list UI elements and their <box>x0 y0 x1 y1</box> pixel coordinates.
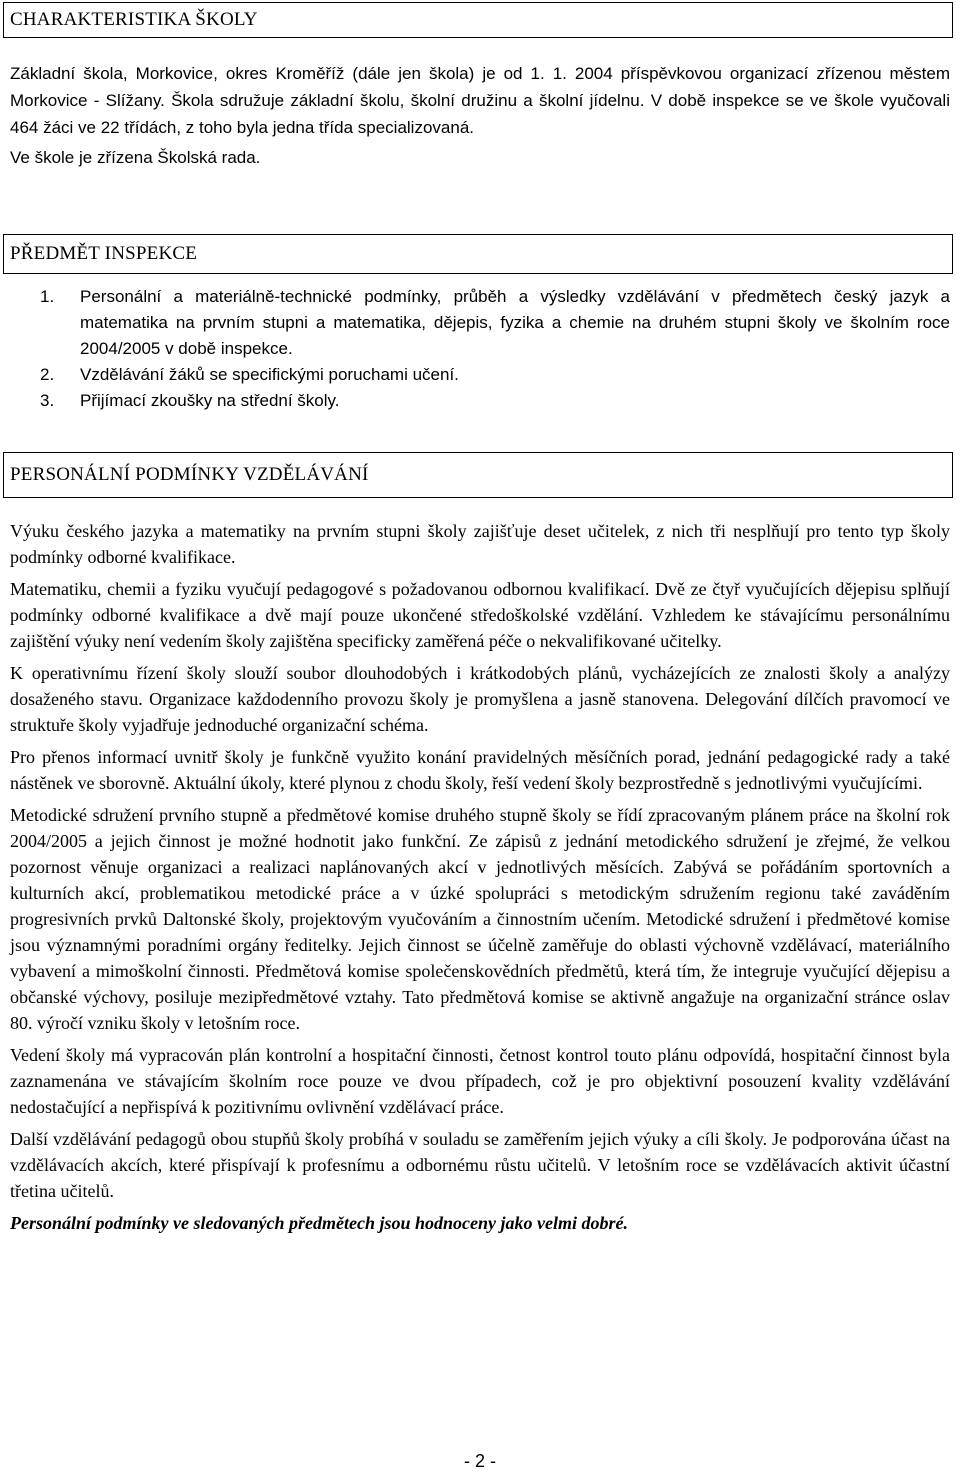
staff-paragraph-7: Další vzdělávání pedagogů obou stupňů školy probíhá v souladu se zaměřením jejich výuky a cíli školy. Je podporována účast na vzdělávacích akcích, které přispívají k profesnímu a odbornému růstu učitelů. V letošním roce se vzdělávacích aktivit účastní třetina učitelů. <box>10 1129 950 1201</box>
page-number: - 2 - <box>463 1451 496 1471</box>
list-item-number: 1. <box>40 287 55 306</box>
school-paragraph-1: Základní škola, Morkovice, okres Kroměříž (dále jen škola) je od 1. 1. 2004 příspěvkovou organizací zřízenou městem Morkovice - Slížany. Škola sdružuje základní školu, školní družinu a školní jídelnu. V době inspekce se ve škole vyučovali 464 žáci ve 22 třídách, z toho byla jedna třída specializovaná. <box>10 64 950 137</box>
section-heading-school: CHARAKTERISTIKA ŠKOLY <box>3 2 953 38</box>
staff-paragraph-1: Výuku českého jazyka a matematiky na prvním stupni školy zajišťuje deset učitelek, z nich tři nesplňují pro tento typ školy podmínky odborné kvalifikace. <box>10 521 950 567</box>
school-characteristics-section <box>10 60 950 171</box>
section-heading-subject: PŘEDMĚT INSPEKCE <box>3 234 953 274</box>
list-item <box>10 362 950 388</box>
list-item <box>10 284 950 362</box>
list-item <box>10 388 950 414</box>
staff-conclusion: Personální podmínky ve sledovaných předmětech jsou hodnoceny jako velmi dobré. <box>10 1213 628 1233</box>
staff-paragraph-3: K operativnímu řízení školy slouží soubor dlouhodobých i krátkodobých plánů, vycházejících ze znalosti školy a analýzy dosaženého stavu. Organizace každodenního provozu školy je promyšlena a jasně stanovena. Delegování dílčích pravomocí ve struktuře školy vyjadřuje jednoduché organizační schéma. <box>10 663 950 735</box>
staff-conditions-section <box>10 518 950 1236</box>
list-item-text: Personální a materiálně-technické podmínky, průběh a výsledky vzdělávání v předmětech český jazyk a matematika na prvním stupni a matematika, dějepis, fyzika a chemie na druhém stupni školy ve školním roce 2004/2005 v době inspekce. <box>80 287 950 358</box>
school-paragraph-2: Ve škole je zřízena Školská rada. <box>10 148 261 167</box>
list-item-number: 3. <box>40 391 55 410</box>
inspection-subject-list <box>10 284 950 414</box>
staff-paragraph-2: Matematiku, chemii a fyziku vyučují pedagogové s požadovanou odbornou kvalifikací. Dvě ze čtyř vyučujících dějepisu splňují podmínky odborné kvalifikace a dvě mají pouze ukončené středoškolské vzdělání. Vzhledem ke stávajícímu personálnímu zajištění výuky není vedením školy zajištěna specificky zaměřená péče o nekvalifikované učitelky. <box>10 579 950 651</box>
list-item-text: Přijímací zkoušky na střední školy. <box>80 391 340 410</box>
list-item-text: Vzdělávání žáků se specifickými poruchami učení. <box>80 365 459 384</box>
staff-paragraph-4: Pro přenos informací uvnitř školy je funkčně využito konání pravidelných měsíčních porad, jednání pedagogické rady a také nástěnek ve sborovně. Aktuální úkoly, které plynou z chodu školy, řeší vedení školy bezprostředně s jednotlivými vyučujícími. <box>10 747 950 793</box>
staff-paragraph-6: Vedení školy má vypracován plán kontrolní a hospitační činnosti, četnost kontrol touto plánu odpovídá, hospitační činnost byla zaznamenána ve stávajícím školním roce pouze ve dvou případech, což je pro objektivní posouzení kvality vzdělávání nedostačující a nepřispívá k pozitivnímu ovlivnění vzdělávací práce. <box>10 1045 950 1117</box>
list-item-number: 2. <box>40 365 55 384</box>
staff-paragraph-5: Metodické sdružení prvního stupně a předmětové komise druhého stupně školy se řídí zpracovaným plánem práce na školní rok 2004/2005 a jejich činnost je možné hodnotit jako funkční. Ze zápisů z jednání metodického sdružení je zřejmé, že velkou pozornost věnuje organizaci a realizaci naplánovaných akcí v jednotlivých měsících. Zabývá se pořádáním sportovních a kulturních akcí, problematikou metodické práce a v úzké spolupráci s metodickým sdružením regionu také zaváděním progresivních prvků Daltonské školy, projektovým vyučováním a činnostním učením. Metodické sdružení i předmětové komise jsou významnými poradními orgány ředitelky. Jejich činnost se účelně zaměřuje do oblasti výchovně vzdělávací, materiálního vybavení a mimoškolní činnosti. Předmětová komise společenskovědních předmětů, která tím, že integruje vyučující dějepisu a občanské výchovy, posiluje mezipředmětové vztahy. Tato předmětová komise se aktivně angažuje na organizační stránce oslav 80. výročí vzniku školy v letošním roce. <box>10 805 950 1033</box>
section-heading-staff: PERSONÁLNÍ PODMÍNKY VZDĚLÁVÁNÍ <box>3 452 953 498</box>
